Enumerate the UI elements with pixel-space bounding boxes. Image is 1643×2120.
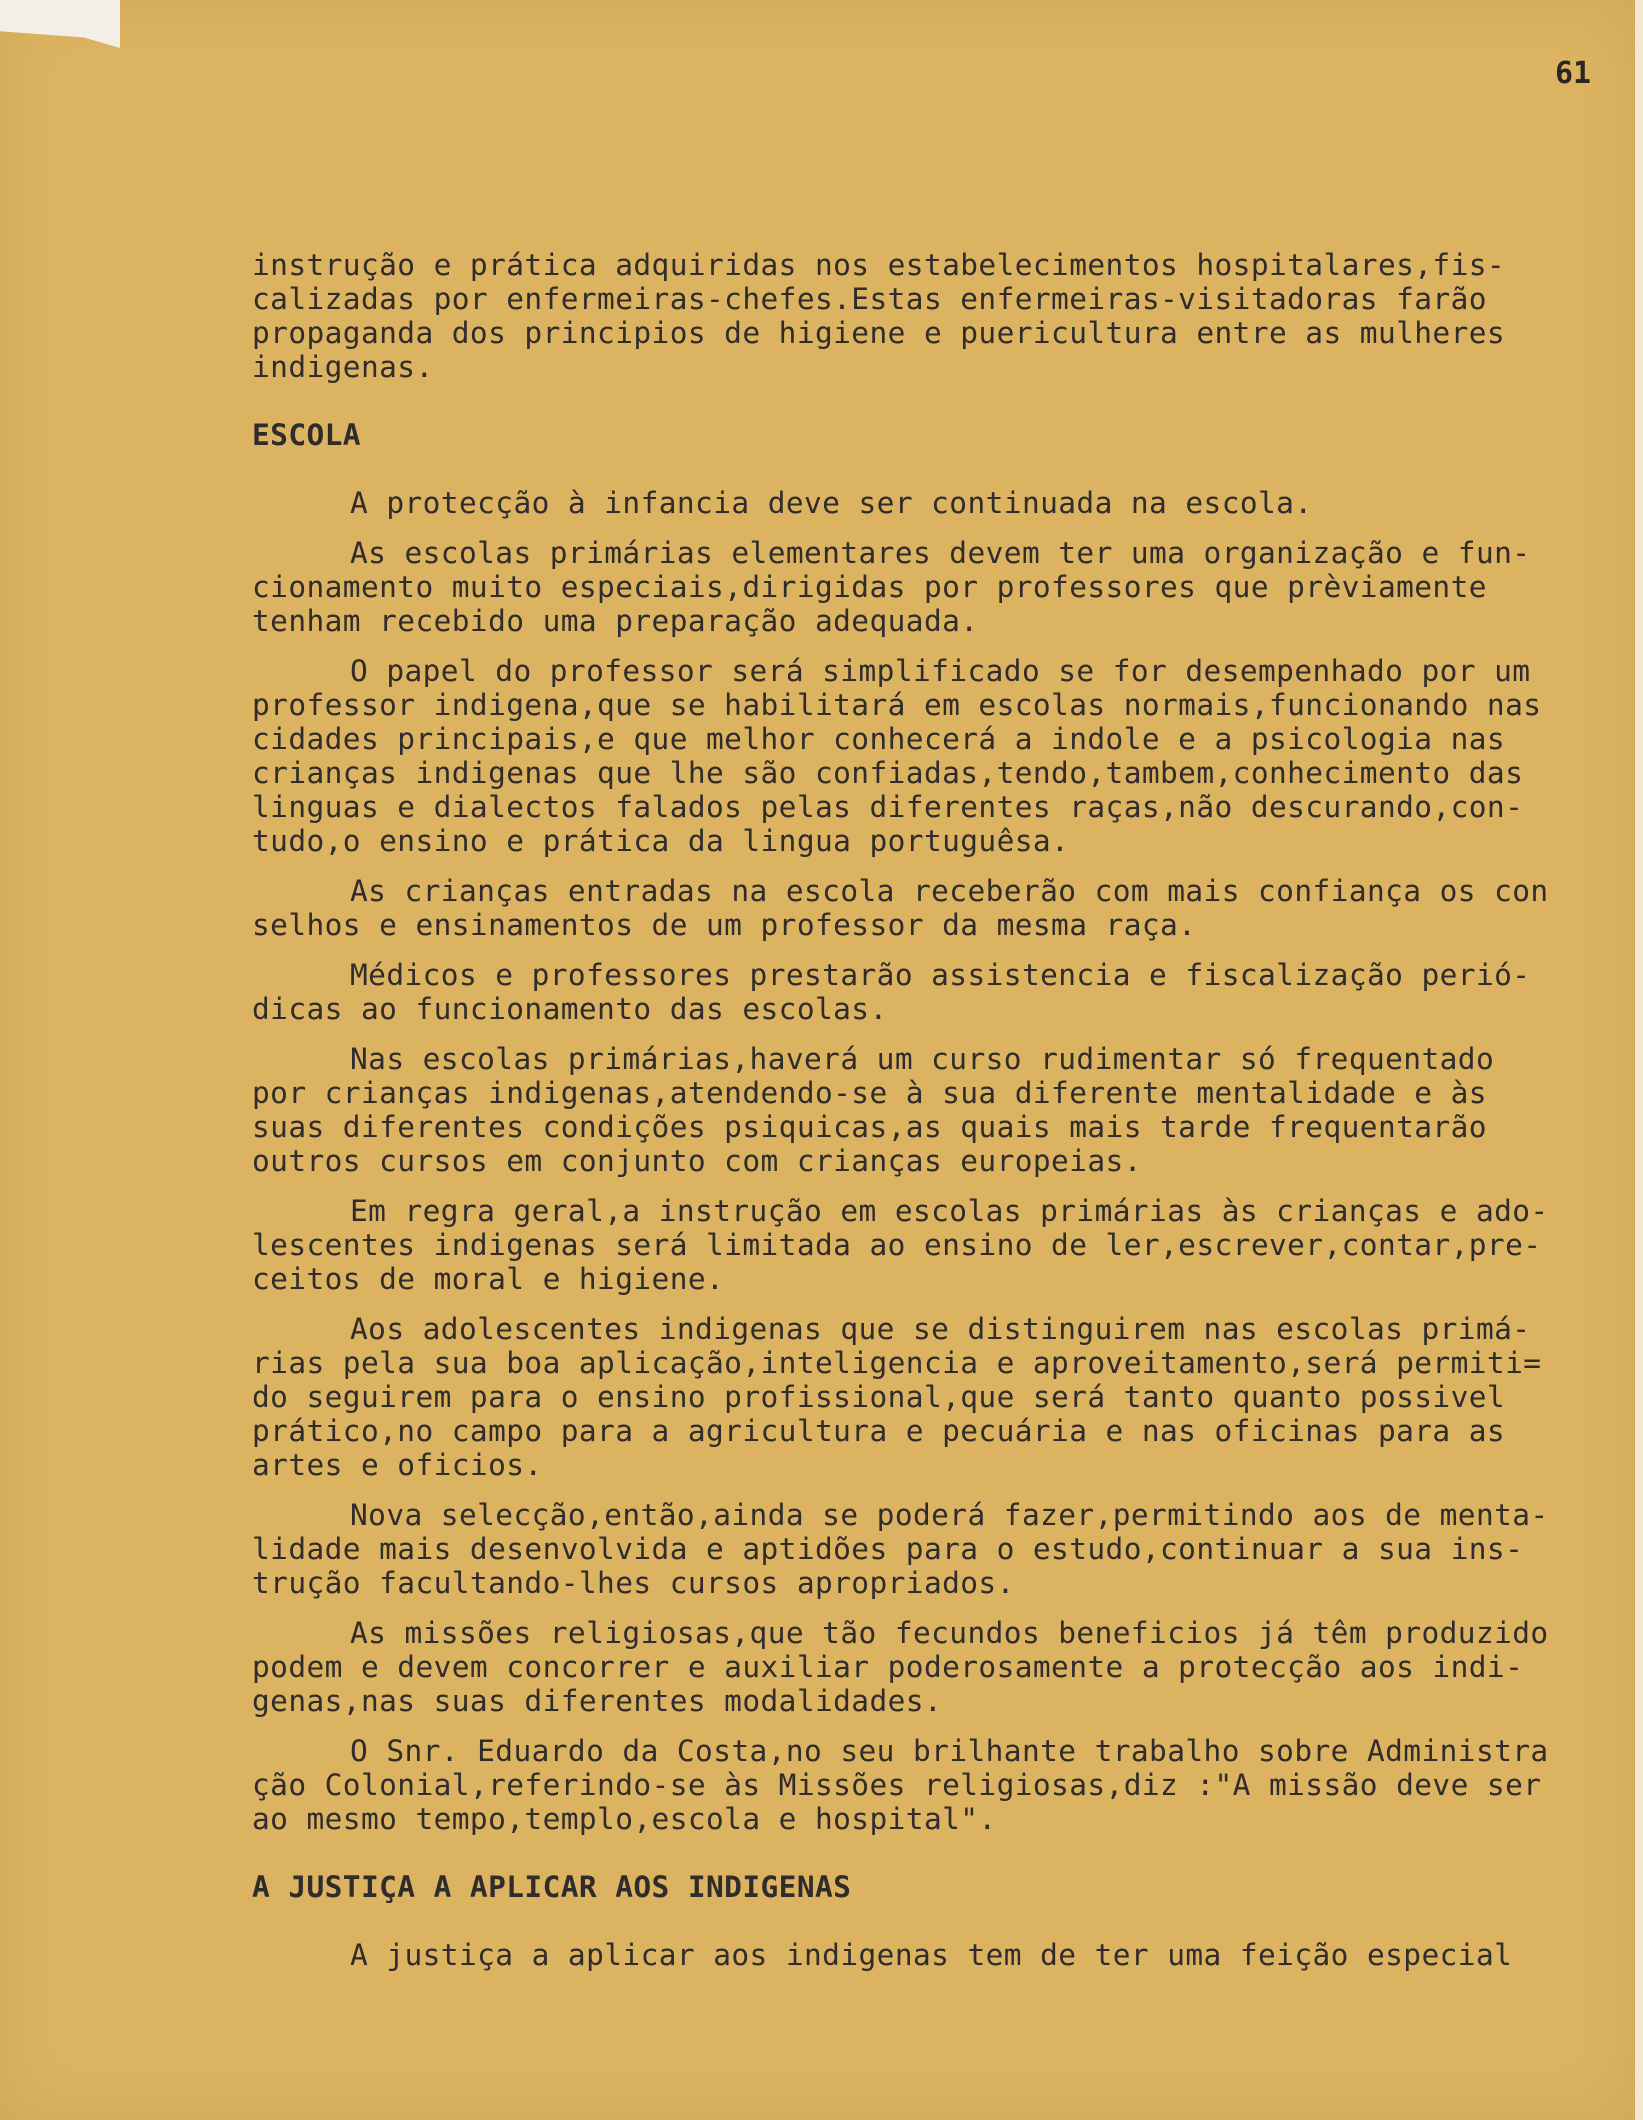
text-line: do seguirem para o ensino profissional,que será tanto quanto possivel <box>252 1380 1506 1414</box>
text-line: Médicos e professores prestarão assistencia e fiscalização perió- <box>350 958 1531 992</box>
paragraph <box>252 1194 1642 1296</box>
paragraph <box>252 1938 1642 1972</box>
paragraph <box>252 1616 1642 1718</box>
text-line: O papel do professor será simplificado se for desempenhado por um <box>350 654 1531 688</box>
paragraph <box>252 654 1642 858</box>
text-line: Aos adolescentes indigenas que se distinguirem nas escolas primá- <box>350 1312 1531 1346</box>
text-line: lidade mais desenvolvida e aptidões para o estudo,continuar a sua ins- <box>252 1532 1524 1566</box>
text-line: A protecção à infancia deve ser continuada na escola. <box>350 486 1313 520</box>
paragraph <box>252 248 1642 384</box>
text-line: suas diferentes condições psiquicas,as quais mais tarde frequentarão <box>252 1110 1487 1144</box>
paragraph <box>252 486 1642 520</box>
text-line: Nas escolas primárias,haverá um curso rudimentar só frequentado <box>350 1042 1495 1076</box>
section-heading <box>252 1870 1642 1904</box>
text-line: podem e devem concorrer e auxiliar poderosamente a protecção aos indi- <box>252 1650 1524 1684</box>
paragraph <box>252 958 1642 1026</box>
text-line: por crianças indigenas,atendendo-se à sua diferente mentalidade e às <box>252 1076 1487 1110</box>
text-line: propaganda dos principios de higiene e puericultura entre as mulheres <box>252 316 1506 350</box>
paragraph <box>252 874 1642 942</box>
text-line: rias pela sua boa aplicação,inteligencia e aproveitamento,será permiti= <box>252 1346 1542 1380</box>
text-line: ção Colonial,referindo-se às Missões religiosas,diz :"A missão deve ser <box>252 1768 1542 1802</box>
text-line: trução facultando-lhes cursos apropriados. <box>252 1566 1015 1600</box>
text-line: instrução e prática adquiridas nos estabelecimentos hospitalares,fis- <box>252 248 1506 282</box>
section-heading <box>252 418 1642 452</box>
text-line: Nova selecção,então,ainda se poderá fazer,permitindo aos de menta- <box>350 1498 1549 1532</box>
text-line: A justiça a aplicar aos indigenas tem de ter uma feição especial <box>350 1938 1513 1972</box>
text-line: As missões religiosas,que tão fecundos beneficios já têm produzido <box>350 1616 1549 1650</box>
text-line: professor indigena,que se habilitará em escolas normais,funcionando nas <box>252 688 1542 722</box>
paragraph <box>252 1042 1642 1178</box>
text-line: tudo,o ensino e prática da lingua portuguêsa. <box>252 824 1070 858</box>
text-line: outros cursos em conjunto com crianças europeias. <box>252 1144 1142 1178</box>
paragraph <box>252 536 1642 638</box>
text-line: indigenas. <box>252 350 434 384</box>
text-line: calizadas por enfermeiras-chefes.Estas enfermeiras-visitadoras farão <box>252 282 1487 316</box>
text-line: selhos e ensinamentos de um professor da mesma raça. <box>252 908 1197 942</box>
text-line: ESCOLA <box>252 418 361 452</box>
paragraph <box>252 1312 1642 1482</box>
text-line: Em regra geral,a instrução em escolas primárias às crianças e ado- <box>350 1194 1549 1228</box>
text-line: genas,nas suas diferentes modalidades. <box>252 1684 943 1718</box>
text-line: cidades principais,e que melhor conhecerá a indole e a psicologia nas <box>252 722 1506 756</box>
text-line: crianças indigenas que lhe são confiadas,tendo,tambem,conhecimento das <box>252 756 1524 790</box>
text-line: ceitos de moral e higiene. <box>252 1262 725 1296</box>
page-number: 61 <box>1555 56 1592 91</box>
text-line: tenham recebido uma preparação adequada. <box>252 604 979 638</box>
text-line: As crianças entradas na escola receberão com mais confiança os con <box>350 874 1549 908</box>
text-line: prático,no campo para a agricultura e pecuária e nas oficinas para as <box>252 1414 1506 1448</box>
paragraph <box>252 1734 1642 1836</box>
typed-text-body <box>252 248 1642 1972</box>
text-line: lescentes indigenas será limitada ao ensino de ler,escrever,contar,pre- <box>252 1228 1542 1262</box>
text-line: As escolas primárias elementares devem ter uma organização e fun- <box>350 536 1531 570</box>
text-line: linguas e dialectos falados pelas diferentes raças,não descurando,con- <box>252 790 1524 824</box>
text-line: dicas ao funcionamento das escolas. <box>252 992 888 1026</box>
text-line: artes e oficios. <box>252 1448 543 1482</box>
text-line: ao mesmo tempo,templo,escola e hospital". <box>252 1802 997 1836</box>
paragraph <box>252 1498 1642 1600</box>
text-line: O Snr. Eduardo da Costa,no seu brilhante trabalho sobre Administra <box>350 1734 1549 1768</box>
text-line: A JUSTIÇA A APLICAR AOS INDIGENAS <box>252 1870 852 1904</box>
text-line: cionamento muito especiais,dirigidas por professores que prèviamente <box>252 570 1487 604</box>
